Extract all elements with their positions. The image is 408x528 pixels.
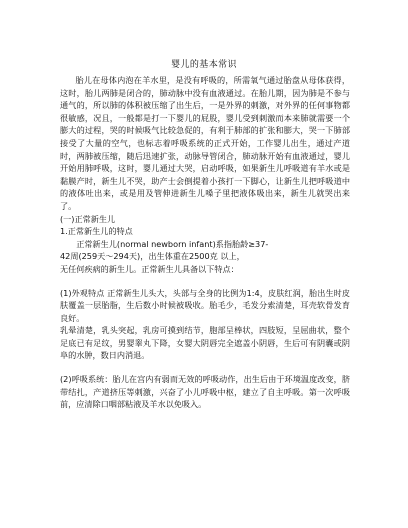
subsection-heading: 1.正常新生儿的特点 xyxy=(60,226,133,237)
spacer xyxy=(60,362,350,373)
section-heading: (一)正常新生儿 xyxy=(60,213,116,224)
item-2-paragraph: (2)呼吸系统：胎儿在宫内有弱而无效的呼吸动作，出生后由于环境温度改变，脐带结扎，产道挤压等刺激，兴奋了小儿呼吸中枢，建立了自主呼吸。第一次呼吸前，应清除口咽部粘液及羊水以免吸入。 xyxy=(60,374,350,410)
intro-paragraph: 胎儿在母体内泡在羊水里，是没有呼吸的，所需氧气通过胎盘从母体获得，这时，胎儿两肺是闭合的，肺动脉中没有血液通过。在胎儿期，因为肺是不参与通气的，所以肺的体积被压缩了出生后，一是外界的刺激，对外界的任何事物都很敏感，况且，一般都是打一下婴儿的屁股，婴儿受到刺激而本来肺就需要一个膨大的过程，哭的时候吸气比较急促的，有利于肺部的扩张和膨大，哭一下肺部接受了大量的空气，也标志着呼吸系统的正式开始，工作婴儿出生，通过产道时，两肺被压缩，随后迅速扩张，动脉导管闭合，肺动脉开始有血液通过，婴儿开始用肺呼吸，这时，婴儿通过大哭，启动呼吸，如果新生儿呼吸道有羊水或是黏膜产时，新生儿不哭，助产士会倒提着小孩打一下脚心，让新生儿把呼吸道中的液体吐出来，或是用及管伸进新生儿嗓子里把液体吸出来，新生儿就哭出来了。 xyxy=(60,75,350,211)
document-title: 婴儿的基本常识 xyxy=(171,60,237,70)
definition-line-1: 正常新生儿(normal newborn infant)系指胎龄≥37- xyxy=(76,238,269,249)
document-body xyxy=(60,74,350,411)
item-1-continuation: 乳晕清楚，乳头突起，乳房可摸到结节，胞部呈棒状，四肢短，呈屈曲状，整个足底已有足纹，男婴睾丸下降，女婴大阴唇完全遮盖小阴唇，生后可有阴囊或阴阜的水肿，数日内消退。 xyxy=(60,325,350,361)
definition-line-2: 42周(259天～294天)，出生体重在2500克 以上， xyxy=(60,251,245,262)
definition-line-3: 无任何疾病的新生儿。正常新生儿具备以下特点： xyxy=(60,263,239,274)
spacer xyxy=(60,276,350,287)
item-1-paragraph: (1)外观特点 正常新生儿头大，头部与全身的比例为1:4，皮肤红润，胎出生时皮肤覆盖一层胎脂，生后数小时候被吸收。胎毛少，毛发分索清楚，耳壳软骨发育良好。 xyxy=(60,287,350,323)
